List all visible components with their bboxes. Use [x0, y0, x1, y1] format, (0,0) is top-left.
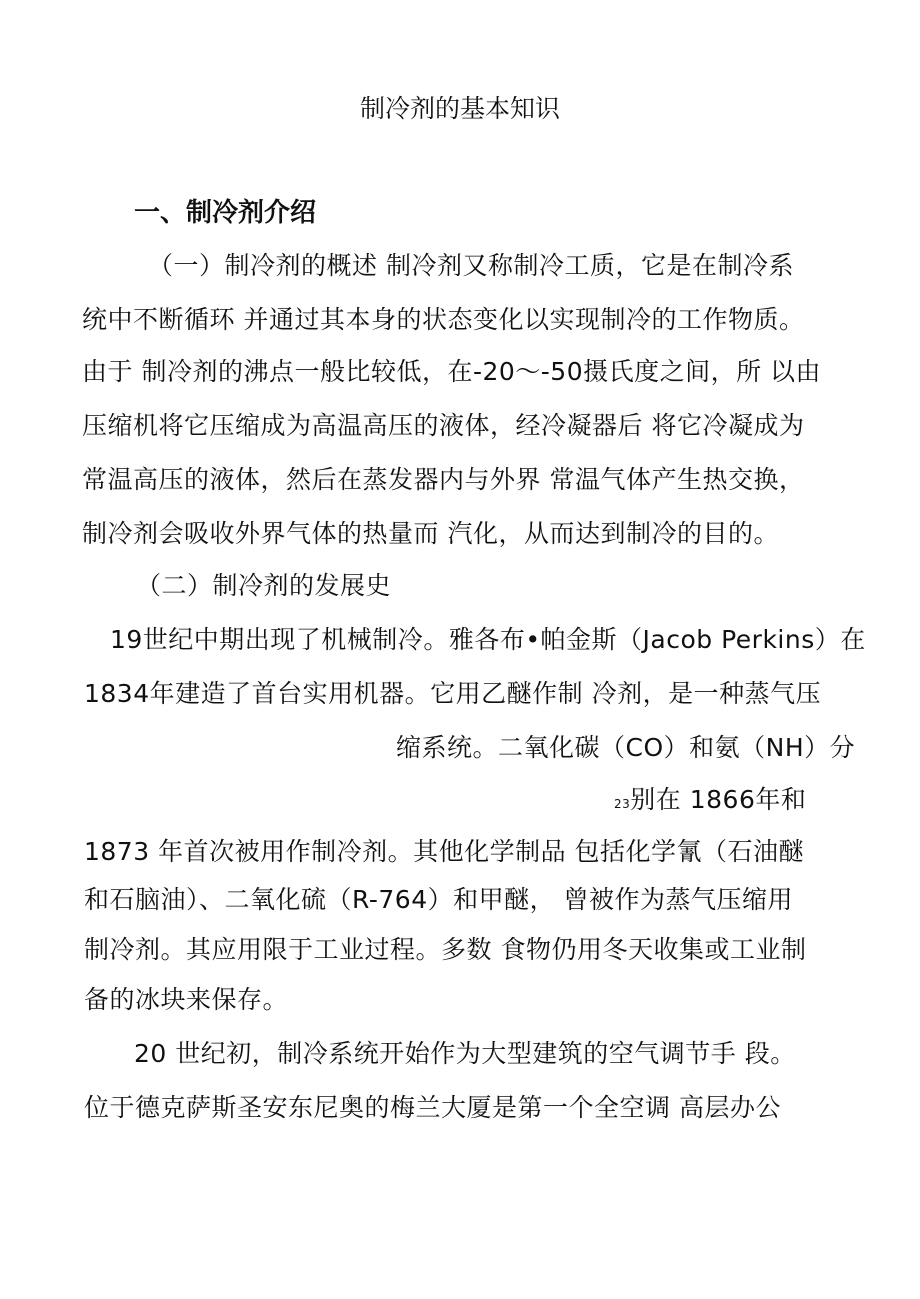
paragraph-line: 1834年建造了首台实用机器。它用乙醚作制 冷剂，是一种蒸气压	[84, 679, 822, 708]
paragraph-line: 19世纪中期出现了机械制冷。雅各布•帕金斯（Jacob Perkins）在	[110, 625, 866, 654]
paragraph-line: 位于德克萨斯圣安东尼奥的梅兰大厦是第一个全空调 高层办公	[84, 1093, 781, 1122]
paragraph-line: 1873 年首次被用作制冷剂。其他化学制品 包括化学氰（石油醚	[84, 837, 805, 866]
document-title: 制冷剂的基本知识	[359, 94, 560, 123]
paragraph-line: 制冷剂。其应用限于工业过程。多数 食物仍用冬天收集或工业制	[84, 935, 807, 964]
paragraph-line: 压缩机将它压缩成为高温高压的液体，经冷凝器后 将它冷凝成为	[82, 411, 805, 440]
paragraph-line: （一）制冷剂的概述 制冷剂又称制冷工质，它是在制冷系	[148, 251, 794, 280]
paragraph-line: （二）制冷剂的发展史	[136, 571, 392, 600]
paragraph-line: 和石脑油）、二氧化硫（R-764）和甲醚， 曾被作为蒸气压缩用	[84, 885, 794, 914]
paragraph-line-text: 别在 1866年和	[630, 785, 807, 814]
paragraph-line: 缩系统。二氧化碳（CO）和氨（NH）分	[396, 733, 856, 762]
subscript: 23	[614, 797, 631, 811]
paragraph-line: 统中不断循环 并通过其本身的状态变化以实现制冷的工作物质。	[82, 305, 805, 334]
paragraph-line: 备的冰块来保存。	[84, 985, 289, 1014]
paragraph-line: 由于 制冷剂的沸点一般比较低，在-20〜-50摄氏度之间，所 以由	[82, 357, 822, 386]
paragraph-line: 20 世纪初，制冷系统开始作为大型建筑的空气调节手 段。	[134, 1039, 796, 1068]
paragraph-line: 制冷剂会吸收外界气体的热量而 汽化，从而达到制冷的目的。	[82, 519, 779, 548]
paragraph-line: 常温高压的液体，然后在蒸发器内与外界 常温气体产生热交换，	[82, 465, 805, 494]
section-heading: 一、制冷剂介绍	[134, 198, 317, 228]
paragraph-line	[614, 784, 806, 820]
